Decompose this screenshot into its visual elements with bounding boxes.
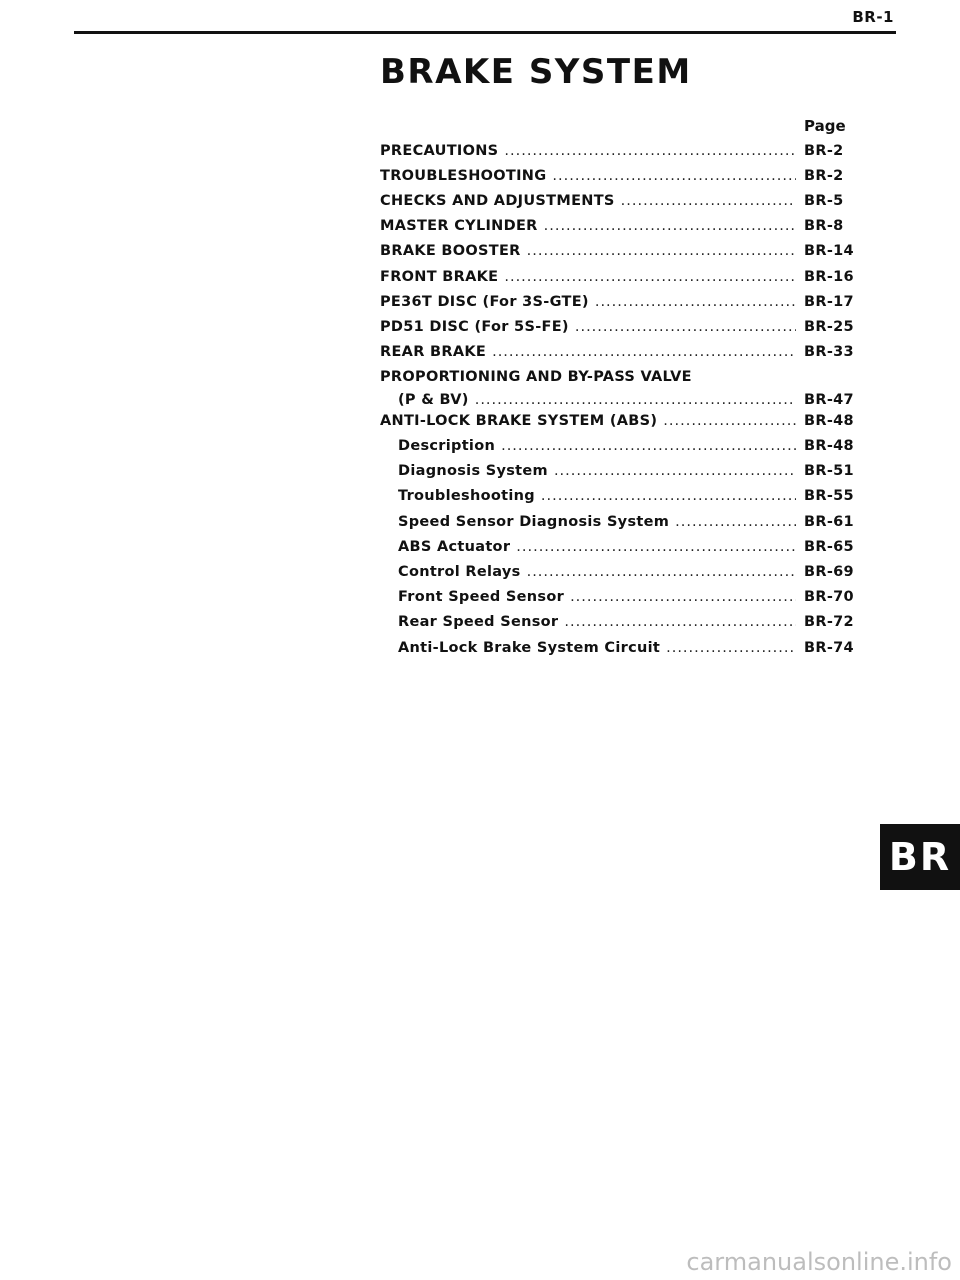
toc-entry[interactable] (380, 340, 856, 365)
toc-entry[interactable] (380, 214, 856, 239)
toc-entry-label: TROUBLESHOOTING (380, 168, 547, 184)
toc-leader-dots (504, 265, 796, 290)
page-title: BRAKE SYSTEM (380, 52, 692, 92)
toc-entry-label: Speed Sensor Diagnosis System (398, 514, 670, 530)
toc-entry-label: FRONT BRAKE (380, 269, 499, 285)
toc-entry-page: BR-33 (804, 344, 854, 360)
toc-entry-label: MASTER CYLINDER (380, 218, 538, 234)
toc-entry-page: BR-69 (804, 564, 854, 580)
toc-entry[interactable] (380, 164, 856, 189)
toc-entry-label: CHECKS AND ADJUSTMENTS (380, 193, 615, 209)
toc-entry-page: BR-72 (804, 614, 854, 630)
toc-subentry[interactable] (380, 535, 856, 560)
toc-entry[interactable] (380, 239, 856, 264)
toc-entry[interactable] (380, 139, 856, 164)
toc-leader-dots (621, 189, 796, 214)
toc-subentry[interactable] (380, 585, 856, 610)
toc-entry-page: BR-2 (804, 143, 844, 159)
toc-entry-page: BR-61 (804, 514, 854, 530)
toc-entry[interactable] (380, 409, 856, 434)
toc-leader-dots (527, 560, 796, 585)
toc-entry-page: BR-14 (804, 243, 854, 259)
toc-leader-dots (675, 510, 796, 535)
toc-entry[interactable] (380, 315, 856, 340)
page-column-label: Page (804, 117, 846, 135)
toc-entry-page: BR-74 (804, 640, 854, 656)
toc-entry-label: PE36T DISC (For 3S-GTE) (380, 294, 589, 310)
toc-subentry[interactable] (380, 610, 856, 635)
toc-subentry[interactable] (380, 560, 856, 585)
toc-entry-label: Front Speed Sensor (398, 589, 565, 605)
page-number: BR-1 (852, 8, 894, 26)
toc-subentry[interactable] (380, 636, 856, 661)
watermark: carmanualsonline.info (686, 1248, 952, 1276)
toc-entry-page: BR-48 (804, 413, 854, 429)
toc-entry-label: PD51 DISC (For 5S-FE) (380, 319, 569, 335)
toc-entry-label: BRAKE BOOSTER (380, 243, 521, 259)
toc-entry-page: BR-25 (804, 319, 854, 335)
toc-leader-dots (527, 239, 796, 264)
toc-leader-dots (516, 535, 796, 560)
toc-leader-dots (552, 164, 796, 189)
toc-entry-label: ANTI-LOCK BRAKE SYSTEM (ABS) (380, 413, 658, 429)
header-rule (74, 31, 896, 34)
toc-leader-dots (663, 409, 796, 434)
toc-entry-page: BR-51 (804, 463, 854, 479)
toc-leader-dots (554, 459, 796, 484)
toc-entry-page: BR-47 (804, 392, 854, 408)
toc-entry-label: Control Relays (398, 564, 521, 580)
toc-entry[interactable] (380, 189, 856, 214)
toc-entry-page: BR-17 (804, 294, 854, 310)
toc-leader-dots (575, 315, 796, 340)
toc-leader-dots (564, 610, 796, 635)
section-tab-marker: BR (880, 824, 960, 890)
toc-entry-label: PRECAUTIONS (380, 143, 499, 159)
toc-entry-page: BR-70 (804, 589, 854, 605)
toc-entry-page: BR-5 (804, 193, 844, 209)
toc-leader-dots (492, 340, 796, 365)
toc-entry-page: BR-16 (804, 269, 854, 285)
toc-leader-dots (504, 139, 796, 164)
toc-subentry[interactable] (380, 484, 856, 509)
toc-entry-label-continuation: (P & BV) (398, 392, 469, 408)
toc-entry[interactable] (380, 290, 856, 315)
toc-leader-dots (570, 585, 796, 610)
toc-entry-page: BR-55 (804, 488, 854, 504)
toc-entry[interactable] (380, 265, 856, 290)
toc-entry-page: BR-2 (804, 168, 844, 184)
toc-entry-label: Anti-Lock Brake System Circuit (398, 640, 661, 656)
toc-subentry[interactable] (380, 459, 856, 484)
toc-entry-label: Troubleshooting (398, 488, 535, 504)
toc-entry-label: PROPORTIONING AND BY-PASS VALVE (380, 369, 692, 385)
toc-subentry[interactable] (380, 434, 856, 459)
toc-leader-dots (501, 434, 796, 459)
toc-leader-dots (544, 214, 796, 239)
toc-entry-page: BR-8 (804, 218, 844, 234)
toc-entry-label: Diagnosis System (398, 463, 548, 479)
toc-entry-label: ABS Actuator (398, 539, 511, 555)
toc-entry-label: Description (398, 438, 496, 454)
toc-entry[interactable] (380, 366, 856, 413)
toc-leader-dots (541, 484, 796, 509)
toc-leader-dots (666, 636, 796, 661)
toc-entry-label: REAR BRAKE (380, 344, 487, 360)
toc-subentry[interactable] (380, 510, 856, 535)
toc-leader-dots (595, 290, 796, 315)
toc-entry-label: Rear Speed Sensor (398, 614, 559, 630)
toc-entry-page: BR-65 (804, 539, 854, 555)
toc-entry-page: BR-48 (804, 438, 854, 454)
